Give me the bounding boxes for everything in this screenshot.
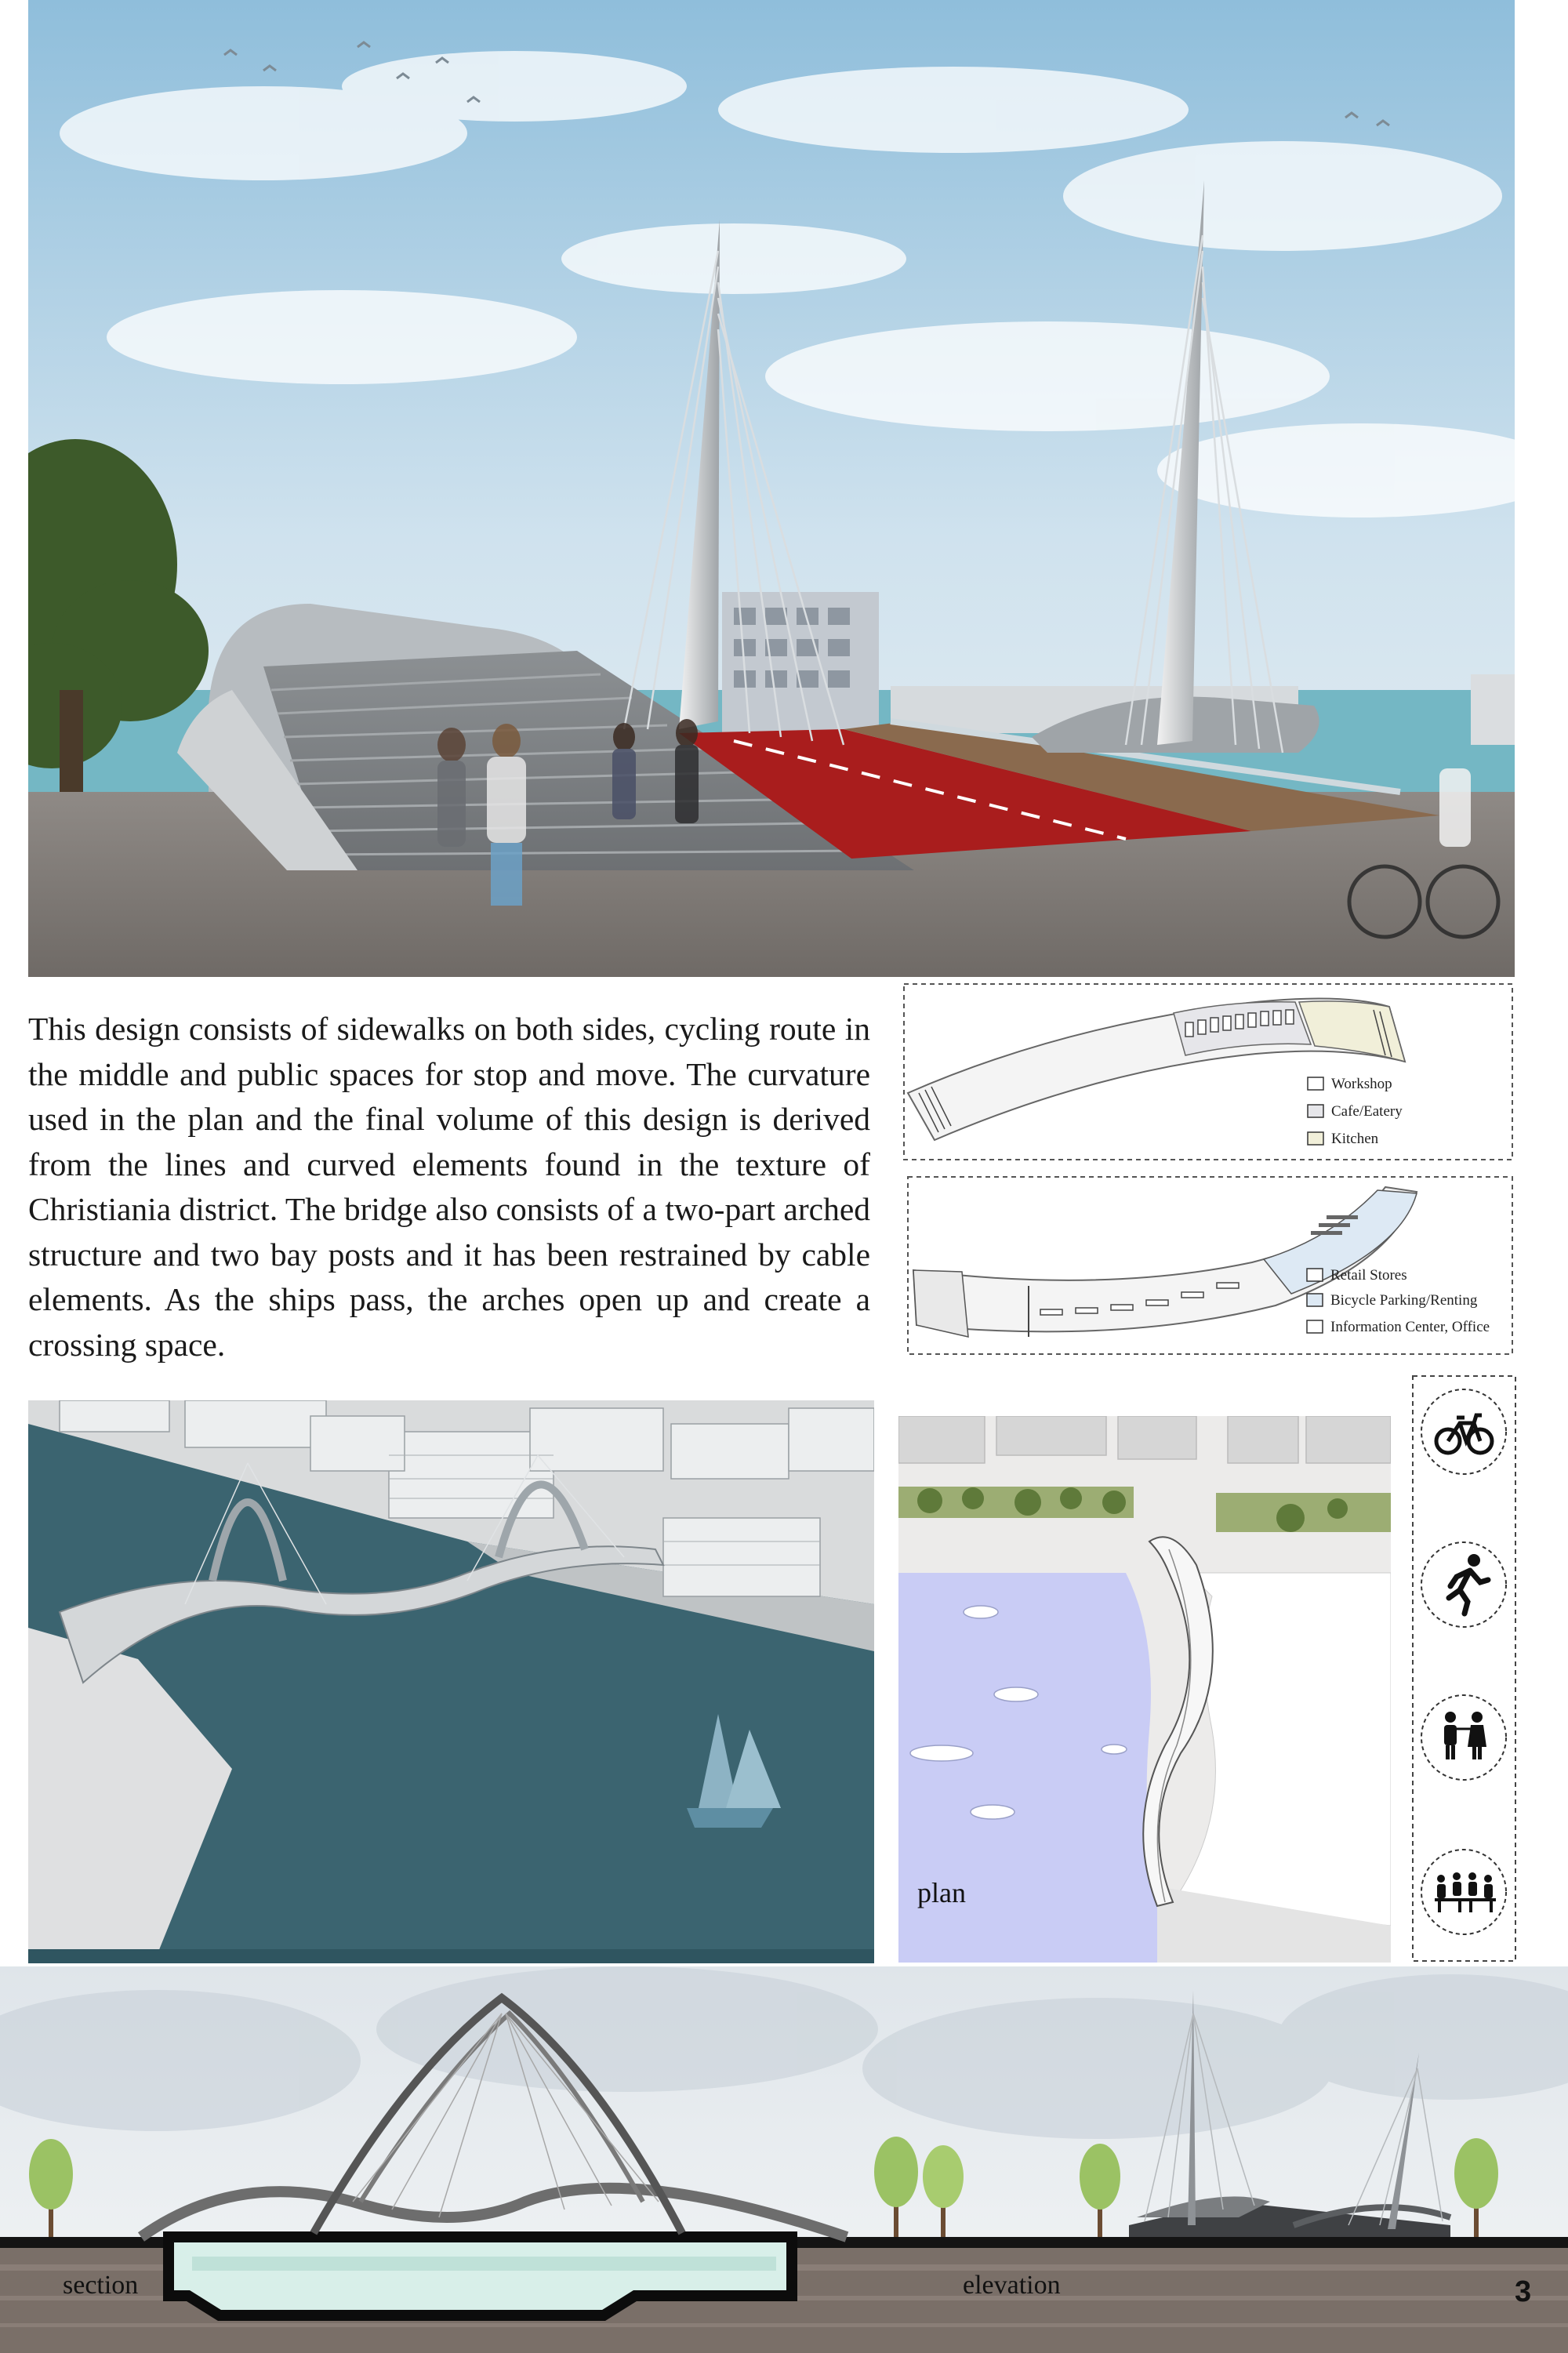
section-label: section <box>63 2271 139 2300</box>
legend-cafe-eatery: Cafe/Eatery <box>1331 1103 1403 1120</box>
site-plan-label: plan <box>917 1877 966 1908</box>
activity-icons-panel <box>1411 1374 1517 1963</box>
project-description: This design consists of sidewalks on both sides, cycling route in the middle and public spaces for stop and move. The curvature used in the plan and the final volume of this design is derived from the lines and curved elements found in the texture of Christiania district. The bridge also consists of a two-part arched structure and two bay posts and it has been restrained by cable elements. As the ships pass, the arches open up and create a crossing space. <box>28 1011 870 1363</box>
elevation-label: elevation <box>963 2271 1061 2300</box>
lower-floor-plan <box>907 1176 1513 1355</box>
legend-information-center: Information Center, Office <box>1330 1319 1490 1335</box>
legend-retail-stores: Retail Stores <box>1330 1267 1407 1284</box>
upper-floor-plan <box>903 983 1513 1160</box>
legend-kitchen: Kitchen <box>1331 1131 1379 1147</box>
legend-workshop: Workshop <box>1331 1076 1392 1092</box>
bicycle-icon <box>1421 1389 1506 1474</box>
section-elevation-drawing <box>0 1966 1568 2353</box>
site-plan <box>898 1416 1391 1963</box>
running-person-icon <box>1421 1542 1506 1627</box>
hero-rendering <box>28 0 1515 977</box>
legend-bicycle-parking: Bicycle Parking/Renting <box>1330 1292 1478 1309</box>
people-seated-icon <box>1421 1850 1506 1934</box>
family-icon <box>1421 1695 1506 1780</box>
aerial-rendering <box>28 1400 874 1963</box>
page-number: 3 <box>1515 2275 1532 2308</box>
